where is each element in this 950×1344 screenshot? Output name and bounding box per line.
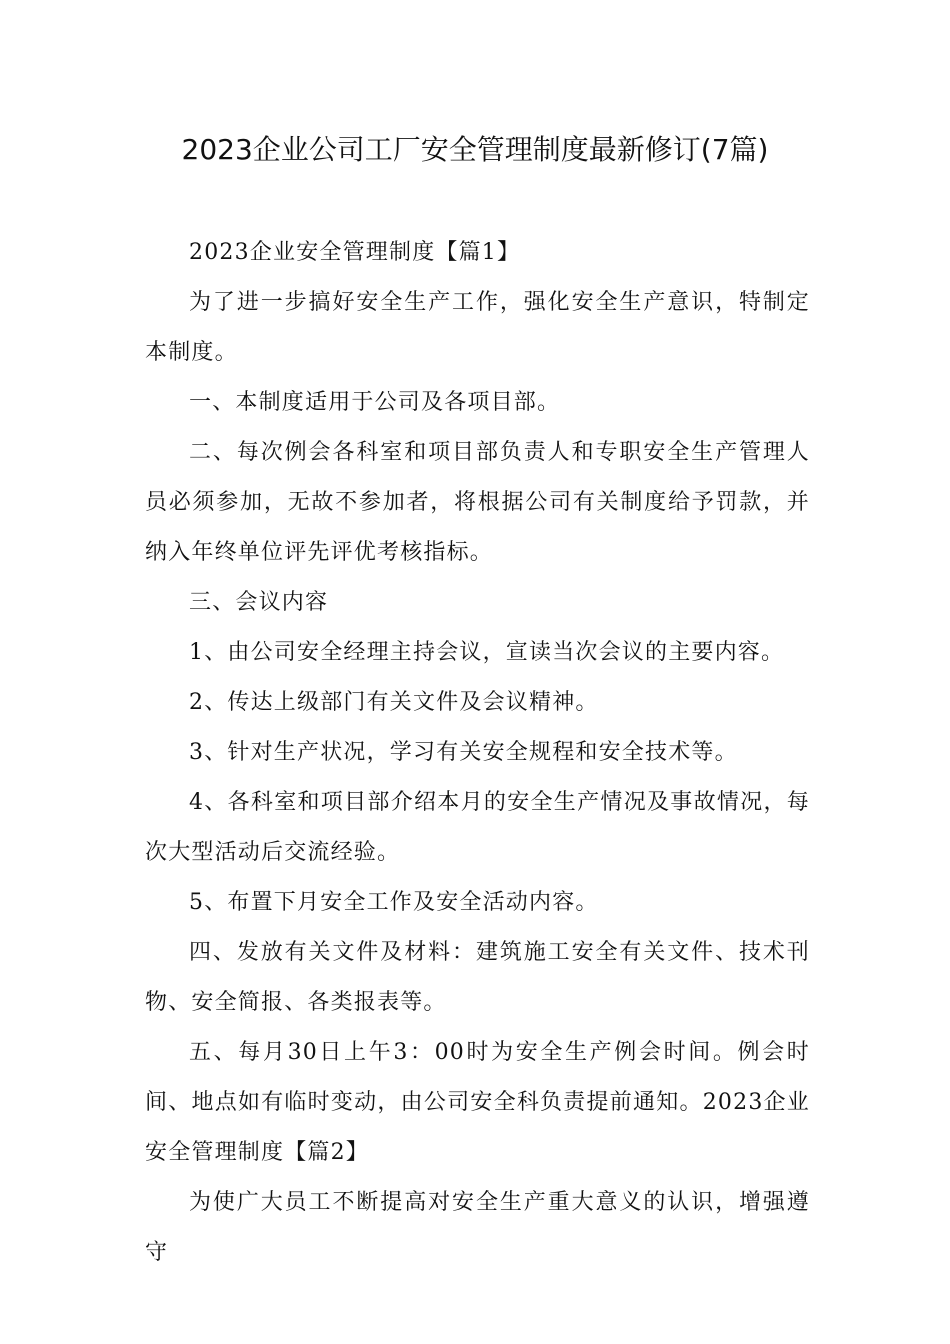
paragraph-subitem-3: 3、针对生产状况，学习有关安全规程和安全技术等。 <box>189 740 738 765</box>
document-title: 2023企业公司工厂安全管理制度最新修订(7篇) <box>181 133 769 166</box>
paragraph-item-1: 一、本制度适用于公司及各项目部。 <box>189 390 561 415</box>
document-body <box>145 228 810 1278</box>
paragraph-intro: 为了进一步搞好安全生产工作，强化安全生产意识，特制定本制度。 <box>145 290 810 365</box>
paragraph-subitem-5: 5、布置下月安全工作及安全活动内容。 <box>189 890 599 915</box>
paragraph-subitem-1: 1、由公司安全经理主持会议，宣读当次会议的主要内容。 <box>189 640 785 665</box>
paragraph-subitem-2: 2、传达上级部门有关文件及会议精神。 <box>189 690 599 715</box>
paragraph-section-2-intro: 为使广大员工不断提高对安全生产重大意义的认识，增强遵守 <box>145 1190 810 1265</box>
section-heading-1: 2023企业安全管理制度【篇1】 <box>189 240 521 265</box>
paragraph-item-4: 四、发放有关文件及材料：建筑施工安全有关文件、技术刊物、安全简报、各类报表等。 <box>145 940 810 1015</box>
paragraph-item-5: 五、每月30日上午3：00时为安全生产例会时间。例会时间、地点如有临时变动，由公司安全科负责提前通知。2023企业安全管理制度【篇2】 <box>145 1040 810 1165</box>
paragraph-subitem-4: 4、各科室和项目部介绍本月的安全生产情况及事故情况，每次大型活动后交流经验。 <box>145 790 810 865</box>
paragraph-item-2: 二、每次例会各科室和项目部负责人和专职安全生产管理人员必须参加，无故不参加者，将根据公司有关制度给予罚款，并纳入年终单位评先评优考核指标。 <box>145 440 810 565</box>
paragraph-item-3: 三、会议内容 <box>189 590 329 615</box>
